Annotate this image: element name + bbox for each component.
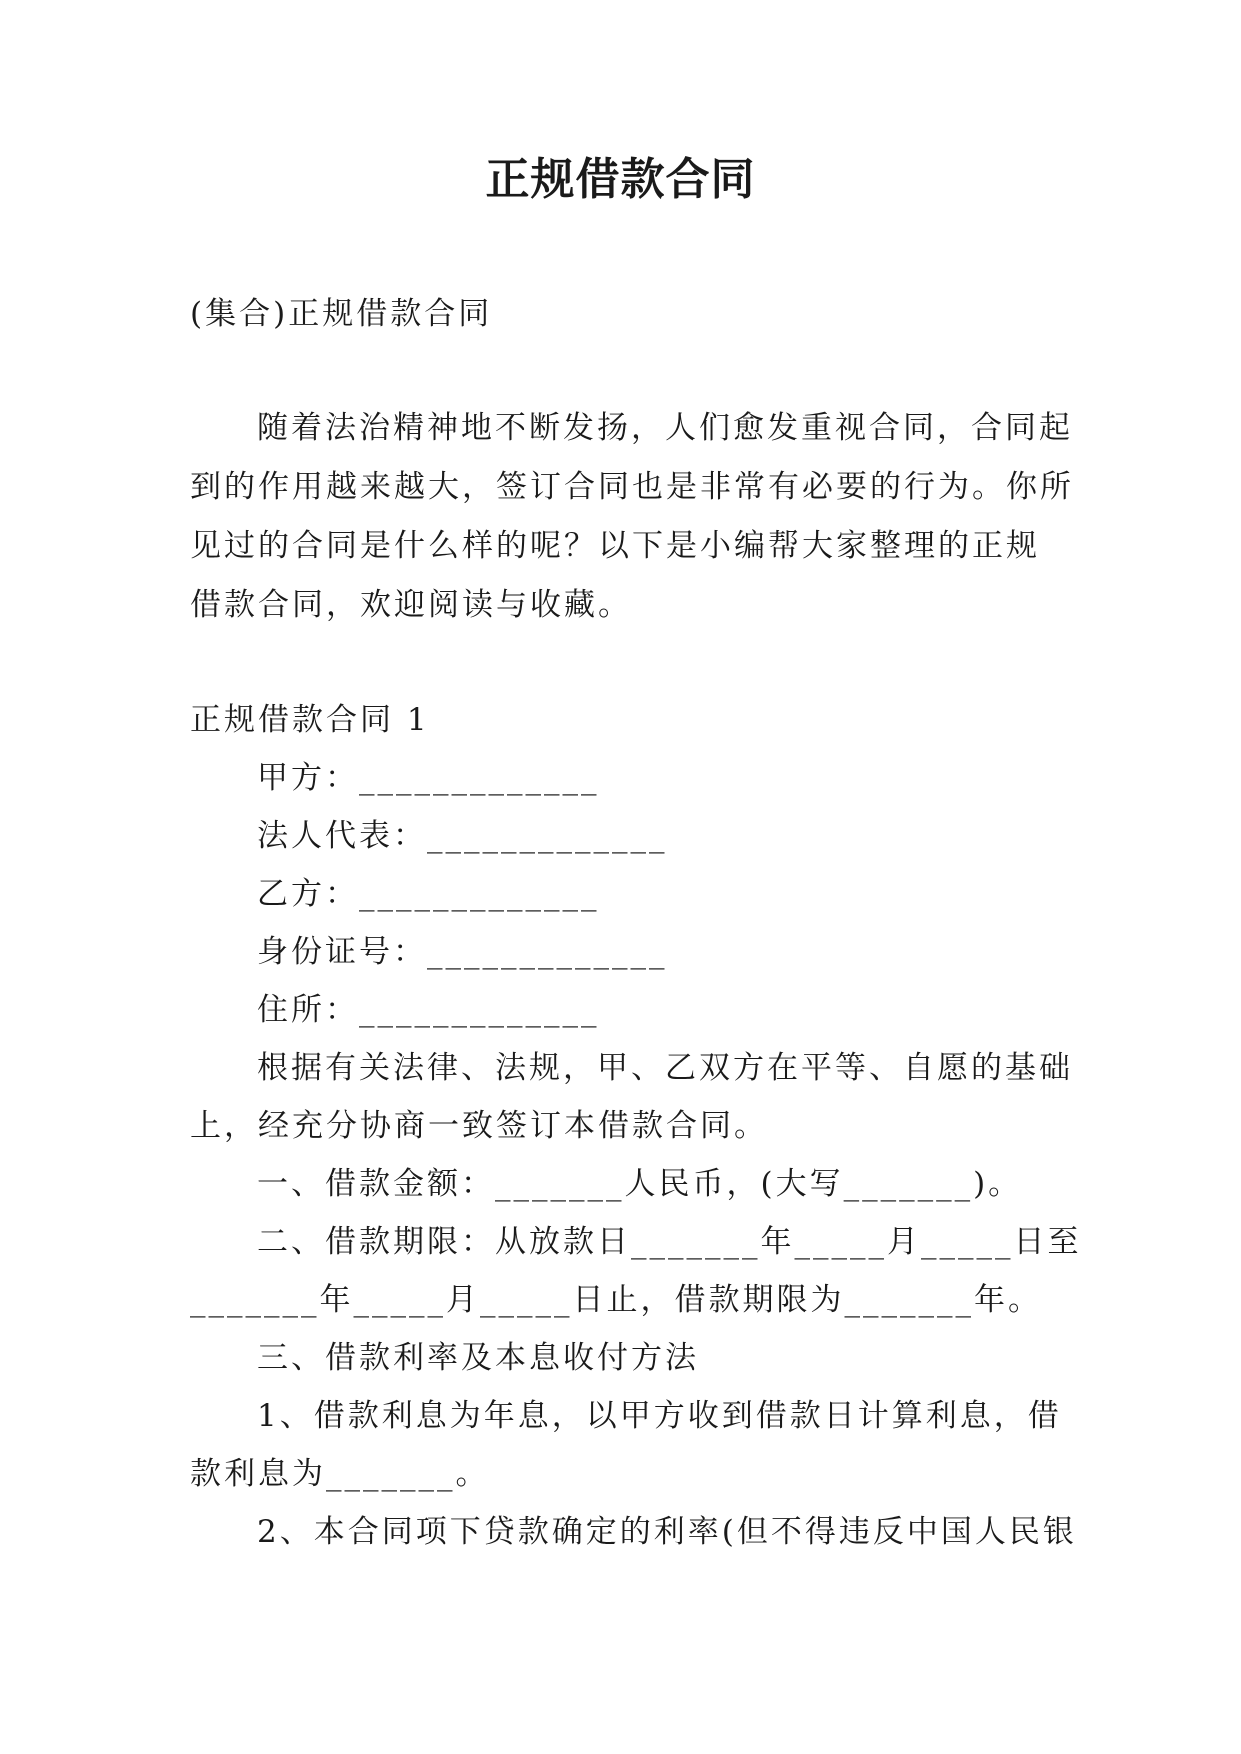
- intro-line-3: 见过的合同是什么样的呢？以下是小编帮大家整理的正规: [190, 528, 1040, 564]
- preamble-line-2: 上，经充分协商一致签订本借款合同。: [190, 1108, 768, 1144]
- clause-term-line-2: _______年_____月_____日止，借款期限为_______年。: [190, 1282, 1042, 1318]
- field-legal-rep: 法人代表：_____________: [257, 818, 668, 854]
- clause-rate-2-line-1: 2、本合同项下贷款确定的利率(但不得违反中国人民银: [257, 1514, 1077, 1550]
- clause-rate-heading: 三、借款利率及本息收付方法: [257, 1340, 699, 1376]
- field-id-number: 身份证号：_____________: [257, 934, 668, 970]
- intro-line-2: 到的作用越来越大，签订合同也是非常有必要的行为。你所: [190, 469, 1074, 505]
- field-party-a: 甲方：_____________: [257, 760, 600, 796]
- section-heading: 正规借款合同 1: [190, 702, 430, 738]
- document-subtitle: (集合)正规借款合同: [190, 296, 493, 332]
- field-party-b: 乙方：_____________: [257, 876, 600, 912]
- preamble-line-1: 根据有关法律、法规，甲、乙双方在平等、自愿的基础: [257, 1050, 1073, 1086]
- clause-rate-1-line-1: 1、借款利息为年息，以甲方收到借款日计算利息，借: [257, 1398, 1062, 1434]
- intro-line-1: 随着法治精神地不断发扬，人们愈发重视合同，合同起: [257, 410, 1073, 446]
- document-title: 正规借款合同: [485, 154, 756, 205]
- intro-line-4: 借款合同，欢迎阅读与收藏。: [190, 587, 632, 623]
- clause-rate-1-line-2: 款利息为_______。: [190, 1456, 490, 1492]
- clause-term-line-1: 二、借款期限：从放款日_______年_____月_____日至: [257, 1224, 1082, 1260]
- field-address: 住所：_____________: [257, 992, 600, 1028]
- clause-amount: 一、借款金额：_______人民币，(大写_______)。: [257, 1166, 1023, 1202]
